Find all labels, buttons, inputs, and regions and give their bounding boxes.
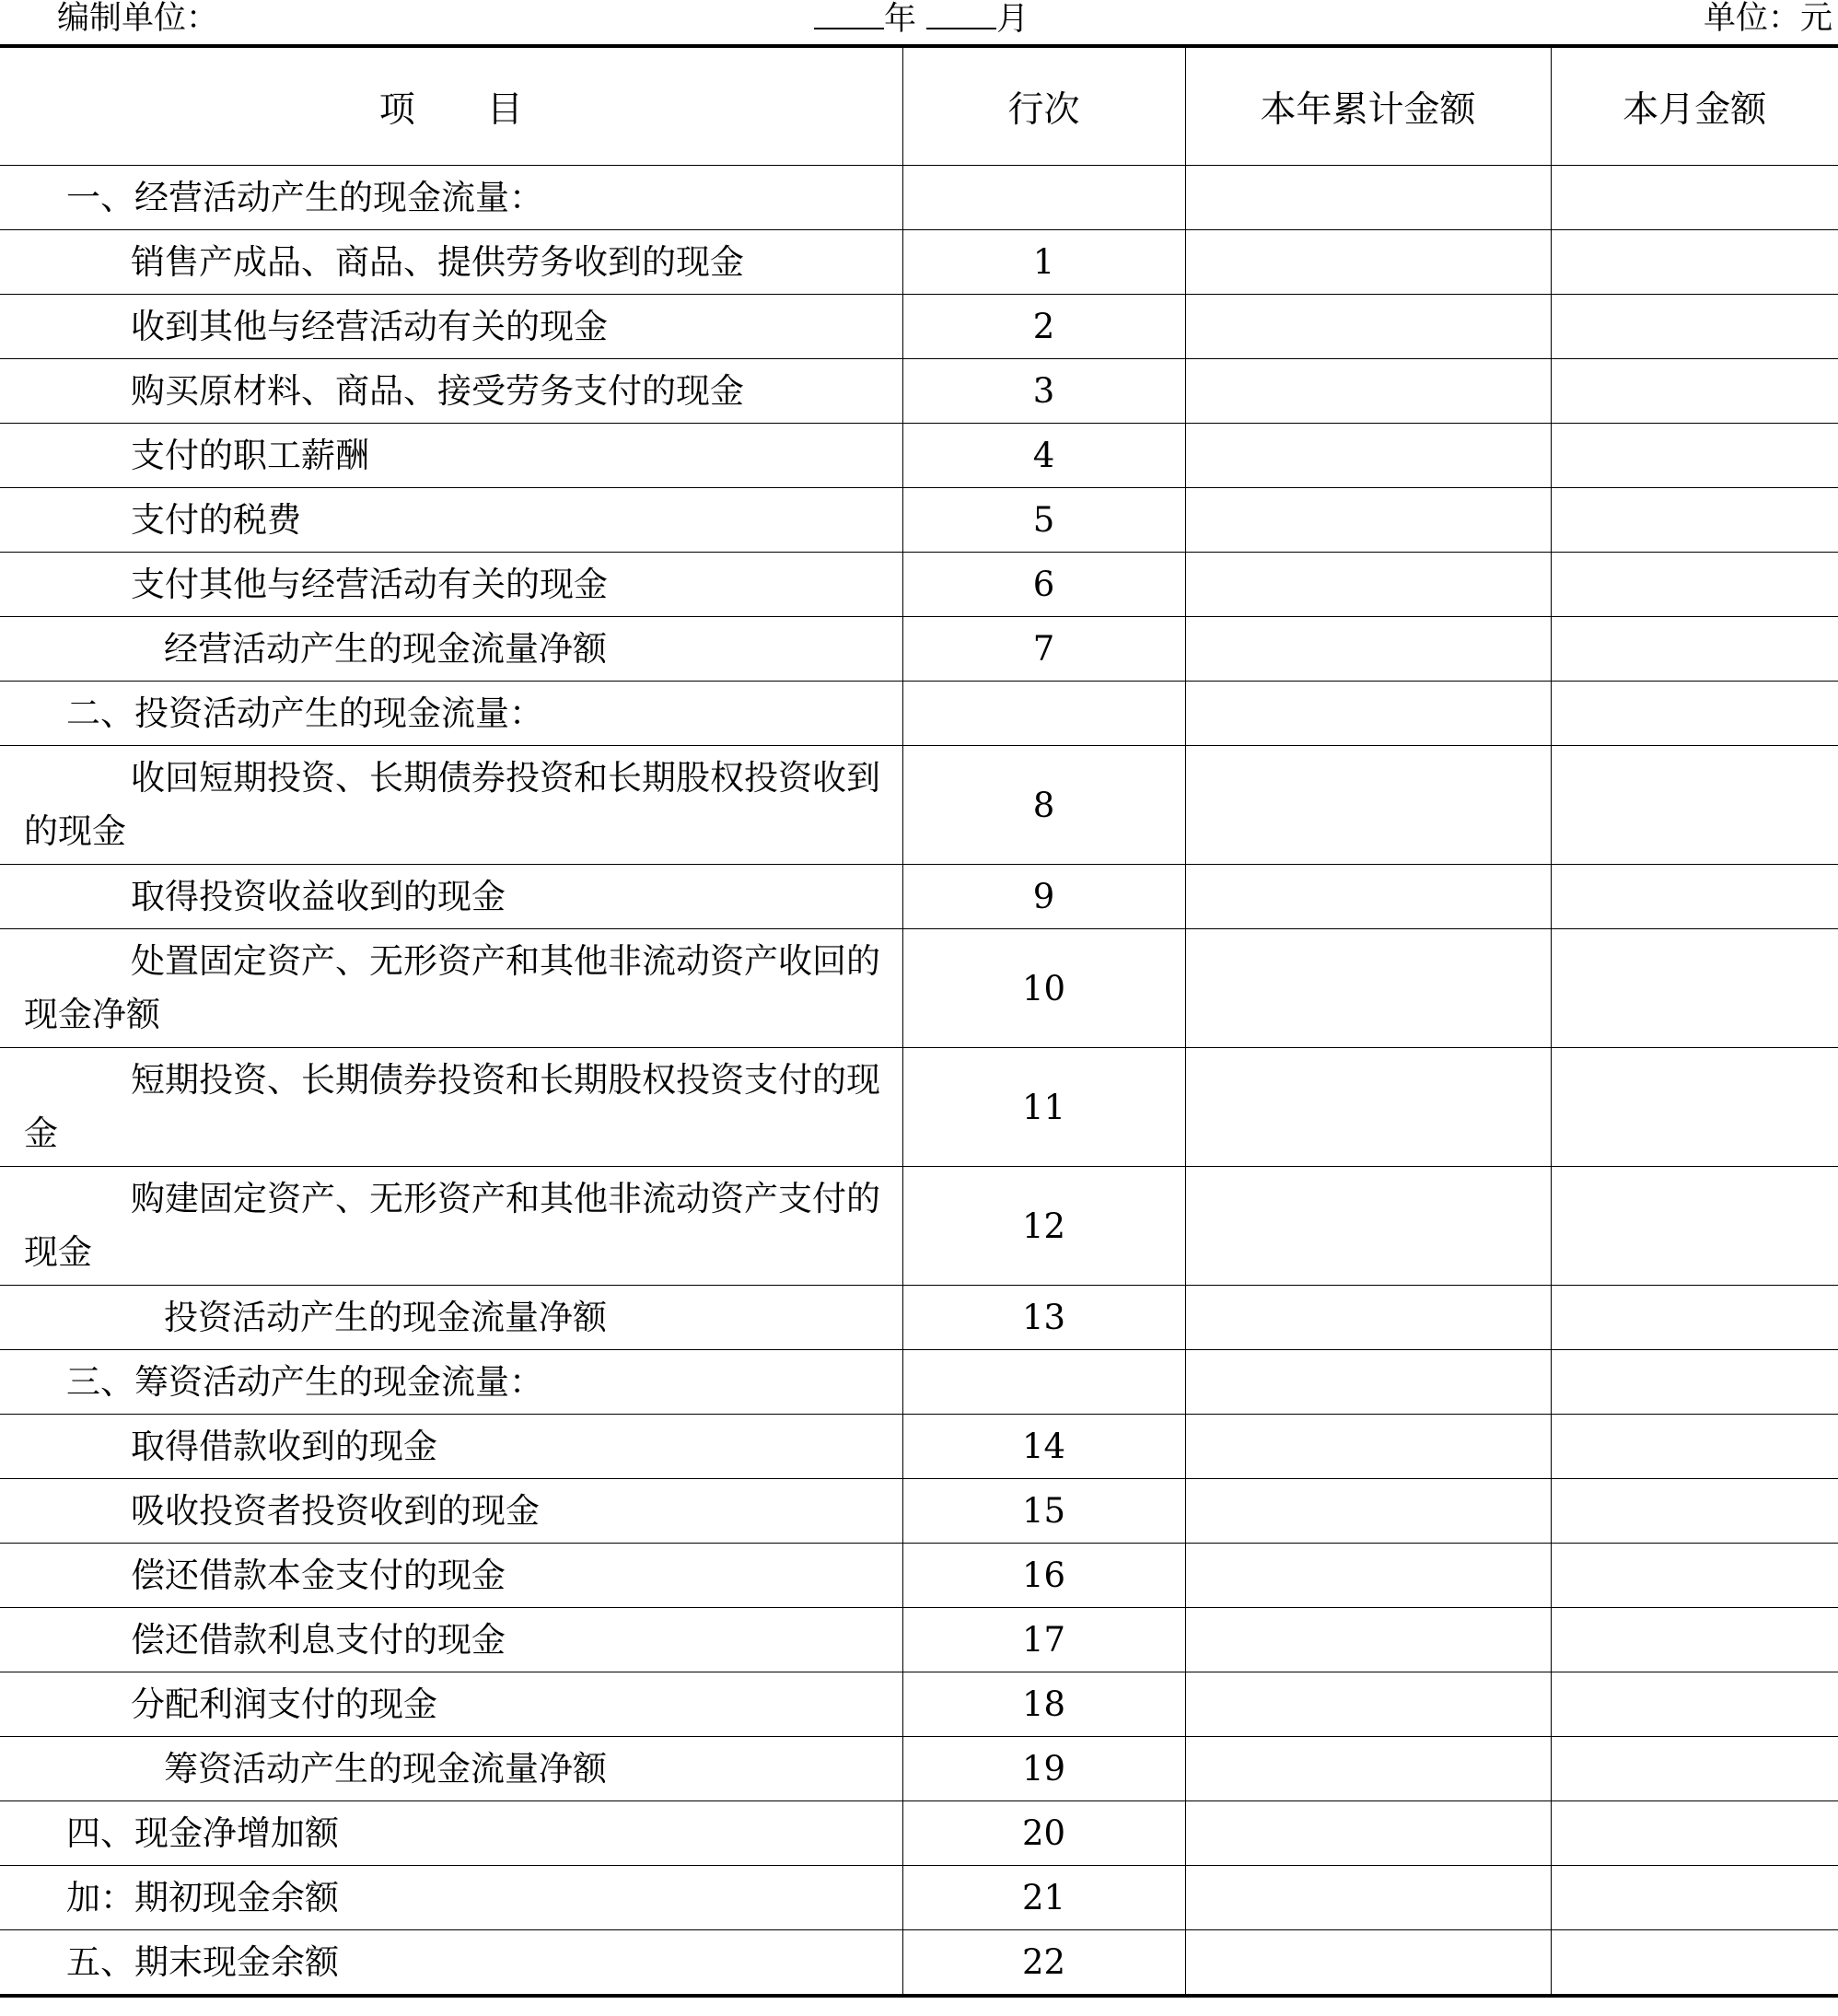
row-line-number: 7 bbox=[902, 617, 1185, 682]
row-line-number: 5 bbox=[902, 488, 1185, 553]
row-year-to-date-amount[interactable] bbox=[1185, 553, 1551, 617]
row-line-number: 16 bbox=[902, 1544, 1185, 1608]
table-row bbox=[0, 1048, 1838, 1167]
row-line-number: 12 bbox=[902, 1167, 1185, 1286]
year-label: 年 bbox=[884, 1, 917, 38]
row-year-to-date-amount[interactable] bbox=[1185, 1415, 1551, 1479]
row-year-to-date-amount[interactable] bbox=[1185, 617, 1551, 682]
row-item-label: 偿还借款本金支付的现金 bbox=[0, 1544, 902, 1608]
row-line-number: 13 bbox=[902, 1286, 1185, 1350]
row-line-number: 9 bbox=[902, 865, 1185, 929]
row-item-label: 支付其他与经营活动有关的现金 bbox=[0, 553, 902, 617]
row-current-month-amount[interactable] bbox=[1551, 1350, 1838, 1415]
row-item-label: 筹资活动产生的现金流量净额 bbox=[0, 1737, 902, 1801]
row-year-to-date-amount[interactable] bbox=[1185, 1544, 1551, 1608]
row-line-number bbox=[902, 682, 1185, 746]
row-current-month-amount[interactable] bbox=[1551, 1737, 1838, 1801]
table-body bbox=[0, 166, 1838, 1997]
row-line-number: 11 bbox=[902, 1048, 1185, 1167]
row-line-number bbox=[902, 166, 1185, 230]
row-year-to-date-amount[interactable] bbox=[1185, 929, 1551, 1048]
row-year-to-date-amount[interactable] bbox=[1185, 1048, 1551, 1167]
column-header-item: 项 目 bbox=[0, 46, 902, 166]
row-year-to-date-amount[interactable] bbox=[1185, 682, 1551, 746]
row-item-label: 四、现金净增加额 bbox=[0, 1801, 902, 1866]
column-header-line-no: 行次 bbox=[902, 46, 1185, 166]
table-row bbox=[0, 617, 1838, 682]
row-current-month-amount[interactable] bbox=[1551, 230, 1838, 295]
row-line-number: 3 bbox=[902, 359, 1185, 424]
table-row bbox=[0, 1479, 1838, 1544]
table-row bbox=[0, 295, 1838, 359]
row-year-to-date-amount[interactable] bbox=[1185, 1608, 1551, 1672]
table-header-row bbox=[0, 46, 1838, 166]
cash-flow-statement bbox=[0, 44, 1838, 1998]
row-item-label: 短期投资、长期债券投资和长期股权投资支付的现金 bbox=[0, 1048, 902, 1167]
row-line-number: 18 bbox=[902, 1672, 1185, 1737]
month-blank bbox=[926, 0, 996, 29]
row-current-month-amount[interactable] bbox=[1551, 1479, 1838, 1544]
row-item-label: 偿还借款利息支付的现金 bbox=[0, 1608, 902, 1672]
row-item-label: 吸收投资者投资收到的现金 bbox=[0, 1479, 902, 1544]
table-row bbox=[0, 1672, 1838, 1737]
table-row bbox=[0, 1866, 1838, 1930]
row-item-label: 购买原材料、商品、接受劳务支付的现金 bbox=[0, 359, 902, 424]
row-line-number: 17 bbox=[902, 1608, 1185, 1672]
row-current-month-amount[interactable] bbox=[1551, 1672, 1838, 1737]
currency-unit-label: 单位：元 bbox=[1703, 0, 1832, 37]
row-line-number: 20 bbox=[902, 1801, 1185, 1866]
row-current-month-amount[interactable] bbox=[1551, 865, 1838, 929]
row-line-number: 22 bbox=[902, 1930, 1185, 1997]
table-row bbox=[0, 929, 1838, 1048]
row-year-to-date-amount[interactable] bbox=[1185, 1350, 1551, 1415]
row-item-label: 支付的职工薪酬 bbox=[0, 424, 902, 488]
month-label: 月 bbox=[996, 1, 1030, 38]
table-row bbox=[0, 1608, 1838, 1672]
row-line-number: 15 bbox=[902, 1479, 1185, 1544]
row-line-number: 10 bbox=[902, 929, 1185, 1048]
row-year-to-date-amount[interactable] bbox=[1185, 359, 1551, 424]
row-item-label: 经营活动产生的现金流量净额 bbox=[0, 617, 902, 682]
row-line-number: 8 bbox=[902, 746, 1185, 865]
row-year-to-date-amount[interactable] bbox=[1185, 488, 1551, 553]
table-row bbox=[0, 553, 1838, 617]
row-line-number: 19 bbox=[902, 1737, 1185, 1801]
row-item-label: 销售产成品、商品、提供劳务收到的现金 bbox=[0, 230, 902, 295]
row-year-to-date-amount[interactable] bbox=[1185, 1930, 1551, 1997]
column-header-current-month: 本月金额 bbox=[1551, 46, 1838, 166]
table-row bbox=[0, 1801, 1838, 1866]
row-item-label: 收到其他与经营活动有关的现金 bbox=[0, 295, 902, 359]
table-row bbox=[0, 1350, 1838, 1415]
table-row bbox=[0, 746, 1838, 865]
row-current-month-amount[interactable] bbox=[1551, 359, 1838, 424]
row-item-label: 一、经营活动产生的现金流量： bbox=[0, 166, 902, 230]
row-current-month-amount[interactable] bbox=[1551, 682, 1838, 746]
row-current-month-amount[interactable] bbox=[1551, 1930, 1838, 1997]
row-current-month-amount[interactable] bbox=[1551, 295, 1838, 359]
year-blank bbox=[814, 0, 884, 29]
row-item-label: 取得借款收到的现金 bbox=[0, 1415, 902, 1479]
row-current-month-amount[interactable] bbox=[1551, 424, 1838, 488]
cash-flow-table bbox=[0, 44, 1838, 1998]
row-year-to-date-amount[interactable] bbox=[1185, 1479, 1551, 1544]
table-row bbox=[0, 1415, 1838, 1479]
row-item-label: 投资活动产生的现金流量净额 bbox=[0, 1286, 902, 1350]
row-item-label: 支付的税费 bbox=[0, 488, 902, 553]
row-year-to-date-amount[interactable] bbox=[1185, 1737, 1551, 1801]
table-row bbox=[0, 1167, 1838, 1286]
row-year-to-date-amount[interactable] bbox=[1185, 1167, 1551, 1286]
row-item-label: 加：期初现金余额 bbox=[0, 1866, 902, 1930]
row-year-to-date-amount[interactable] bbox=[1185, 230, 1551, 295]
row-year-to-date-amount[interactable] bbox=[1185, 1286, 1551, 1350]
row-item-label: 分配利润支付的现金 bbox=[0, 1672, 902, 1737]
table-row bbox=[0, 865, 1838, 929]
row-item-label: 收回短期投资、长期债券投资和长期股权投资收到的现金 bbox=[0, 746, 902, 865]
table-row bbox=[0, 1737, 1838, 1801]
row-year-to-date-amount[interactable] bbox=[1185, 865, 1551, 929]
table-row bbox=[0, 1286, 1838, 1350]
column-header-year-to-date: 本年累计金额 bbox=[1185, 46, 1551, 166]
row-line-number: 2 bbox=[902, 295, 1185, 359]
row-item-label: 五、期末现金余额 bbox=[0, 1930, 902, 1997]
report-period bbox=[814, 0, 1029, 38]
row-current-month-amount[interactable] bbox=[1551, 488, 1838, 553]
row-year-to-date-amount[interactable] bbox=[1185, 166, 1551, 230]
row-current-month-amount[interactable] bbox=[1551, 553, 1838, 617]
row-line-number bbox=[902, 1350, 1185, 1415]
row-current-month-amount[interactable] bbox=[1551, 929, 1838, 1048]
report-header bbox=[0, 0, 1838, 42]
row-item-label: 购建固定资产、无形资产和其他非流动资产支付的现金 bbox=[0, 1167, 902, 1286]
row-current-month-amount[interactable] bbox=[1551, 1801, 1838, 1866]
table-row bbox=[0, 1544, 1838, 1608]
row-year-to-date-amount[interactable] bbox=[1185, 1801, 1551, 1866]
table-row bbox=[0, 359, 1838, 424]
row-current-month-amount[interactable] bbox=[1551, 1608, 1838, 1672]
row-line-number: 4 bbox=[902, 424, 1185, 488]
row-current-month-amount[interactable] bbox=[1551, 166, 1838, 230]
row-year-to-date-amount[interactable] bbox=[1185, 295, 1551, 359]
row-current-month-amount[interactable] bbox=[1551, 1167, 1838, 1286]
row-year-to-date-amount[interactable] bbox=[1185, 746, 1551, 865]
row-year-to-date-amount[interactable] bbox=[1185, 424, 1551, 488]
table-row bbox=[0, 424, 1838, 488]
row-line-number: 1 bbox=[902, 230, 1185, 295]
row-year-to-date-amount[interactable] bbox=[1185, 1866, 1551, 1930]
row-current-month-amount[interactable] bbox=[1551, 617, 1838, 682]
row-item-label: 处置固定资产、无形资产和其他非流动资产收回的现金净额 bbox=[0, 929, 902, 1048]
row-line-number: 21 bbox=[902, 1866, 1185, 1930]
table-row bbox=[0, 488, 1838, 553]
row-current-month-amount[interactable] bbox=[1551, 1866, 1838, 1930]
table-row bbox=[0, 166, 1838, 230]
row-current-month-amount[interactable] bbox=[1551, 746, 1838, 865]
row-item-label: 三、筹资活动产生的现金流量： bbox=[0, 1350, 902, 1415]
row-current-month-amount[interactable] bbox=[1551, 1286, 1838, 1350]
row-item-label: 取得投资收益收到的现金 bbox=[0, 865, 902, 929]
row-current-month-amount[interactable] bbox=[1551, 1415, 1838, 1479]
row-current-month-amount[interactable] bbox=[1551, 1544, 1838, 1608]
row-line-number: 6 bbox=[902, 553, 1185, 617]
table-row bbox=[0, 230, 1838, 295]
table-row bbox=[0, 1930, 1838, 1997]
row-current-month-amount[interactable] bbox=[1551, 1048, 1838, 1167]
row-year-to-date-amount[interactable] bbox=[1185, 1672, 1551, 1737]
compiling-unit-label: 编制单位： bbox=[57, 0, 219, 37]
row-line-number: 14 bbox=[902, 1415, 1185, 1479]
table-row bbox=[0, 682, 1838, 746]
row-item-label: 二、投资活动产生的现金流量： bbox=[0, 682, 902, 746]
